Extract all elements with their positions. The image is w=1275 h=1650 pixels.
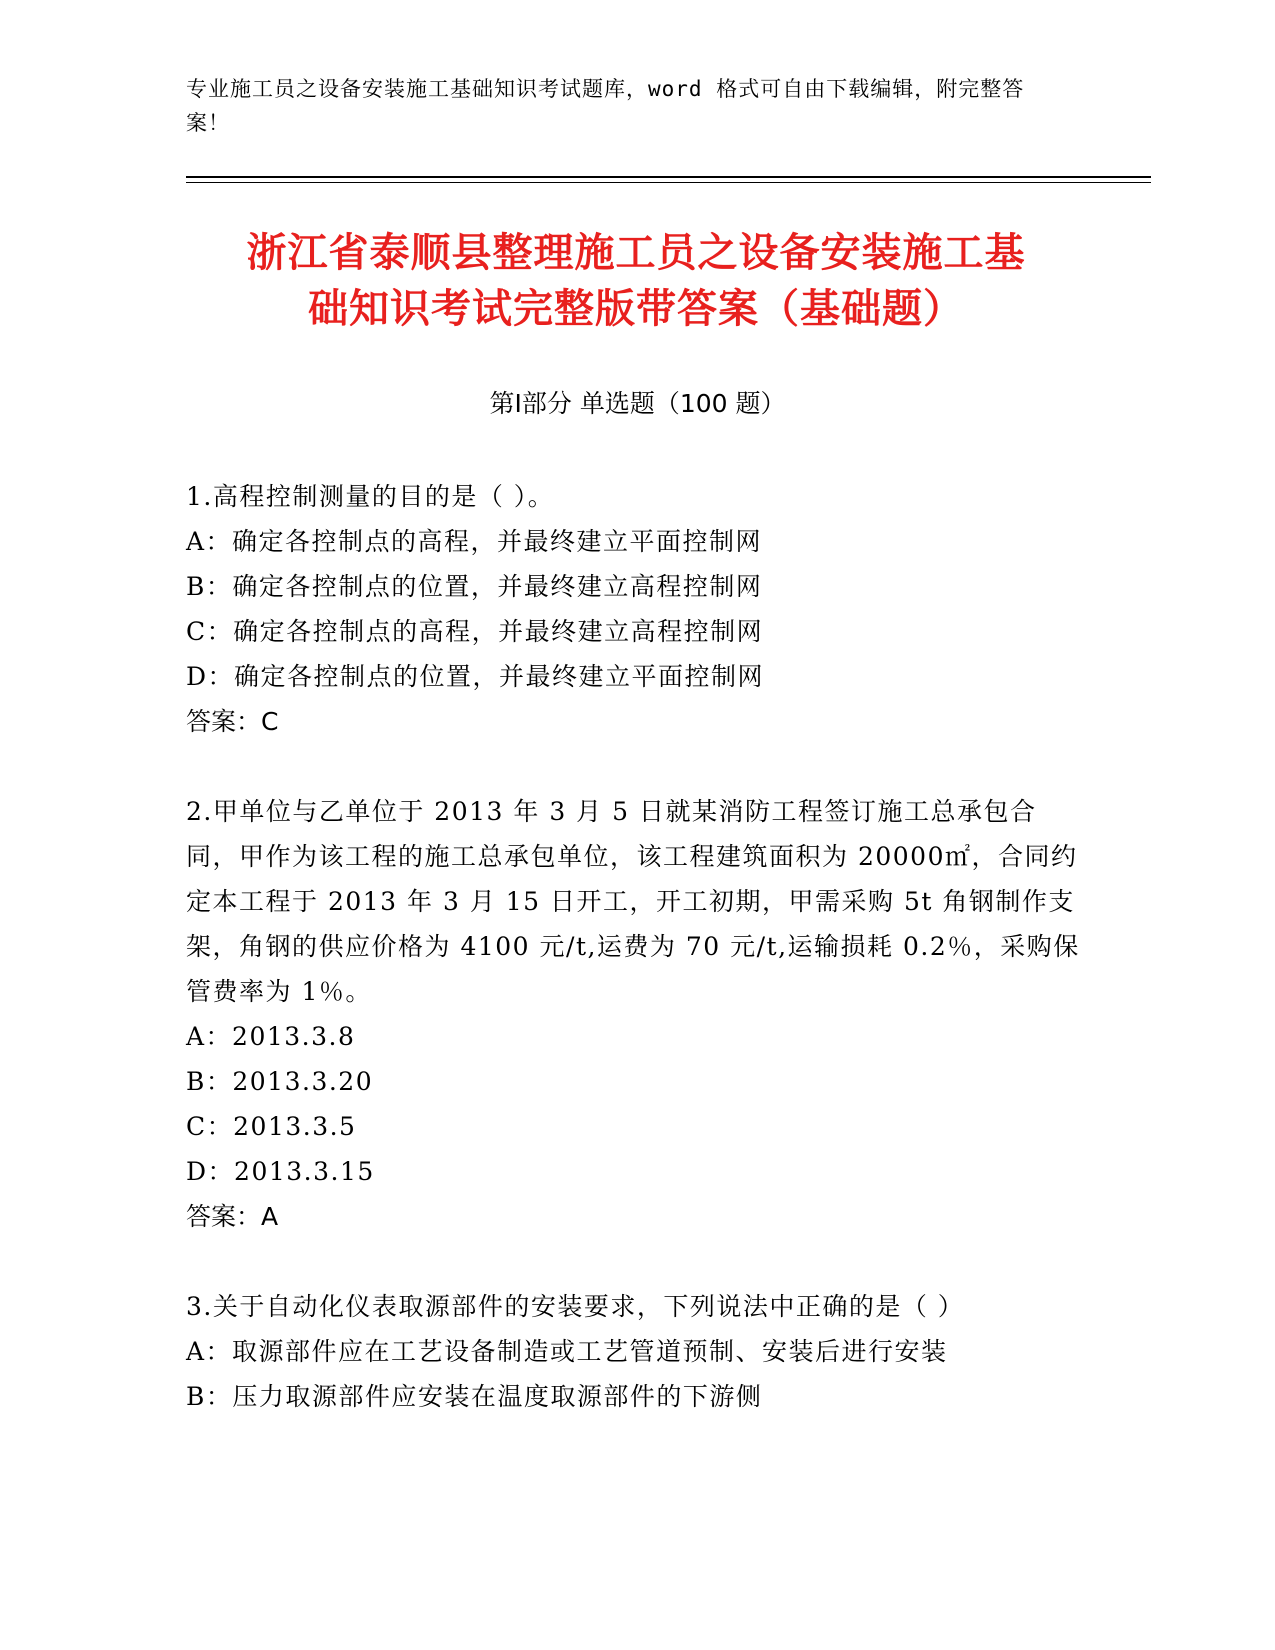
question-list — [186, 474, 1086, 1464]
option-a: A：2013.3.8 — [186, 1022, 356, 1051]
option-c: C：2013.3.5 — [186, 1112, 357, 1141]
question-stem: 1.高程控制测量的目的是（ ）。 — [186, 482, 555, 511]
answer: 答案：A — [186, 1202, 279, 1231]
header-note: 专业施工员之设备安装施工基础知识考试题库，word 格式可自由下载编辑，附完整答案！ — [186, 77, 1025, 135]
document-title — [186, 225, 1086, 337]
header-divider-thin — [186, 182, 1151, 183]
option-a: A：确定各控制点的高程，并最终建立平面控制网 — [186, 527, 763, 556]
question-2 — [186, 789, 1086, 1239]
option-b: B：压力取源部件应安装在温度取源部件的下游侧 — [186, 1382, 763, 1411]
document-title-line-2: 础知识考试完整版带答案（基础题） — [308, 286, 964, 332]
question-stem: 2.甲单位与乙单位于 2013 年 3 月 5 日就某消防工程签订施工总承包合同，甲作为该工程的施工总承包单位，该工程建筑面积为 20000㎡，合同约定本工程于 2013 年 3 月 15 日开工，开工初期，甲需采购 5t 角钢制作支架，角钢的供应价格为 4100 元/t,运费为 70 元/t,运输损耗 0.2％，采购保管费率为 1％。 — [186, 797, 1080, 1006]
question-1 — [186, 474, 1086, 744]
question-stem: 3.关于自动化仪表取源部件的安装要求，下列说法中正确的是（ ） — [186, 1292, 965, 1321]
question-3 — [186, 1284, 1086, 1419]
document-title-line-1: 浙江省泰顺县整理施工员之设备安装施工基 — [246, 230, 1026, 276]
option-b: B：2013.3.20 — [186, 1067, 374, 1096]
header-divider-thick — [186, 176, 1151, 178]
option-d: D：确定各控制点的位置，并最终建立平面控制网 — [186, 662, 765, 691]
answer: 答案：C — [186, 707, 279, 736]
option-b: B：确定各控制点的位置，并最终建立高程控制网 — [186, 572, 763, 601]
section-heading: 第Ⅰ部分 单选题（100 题） — [489, 389, 786, 418]
option-d: D：2013.3.15 — [186, 1157, 375, 1186]
option-c: C：确定各控制点的高程，并最终建立高程控制网 — [186, 617, 764, 646]
option-a: A：取源部件应在工艺设备制造或工艺管道预制、安装后进行安装 — [186, 1337, 948, 1366]
